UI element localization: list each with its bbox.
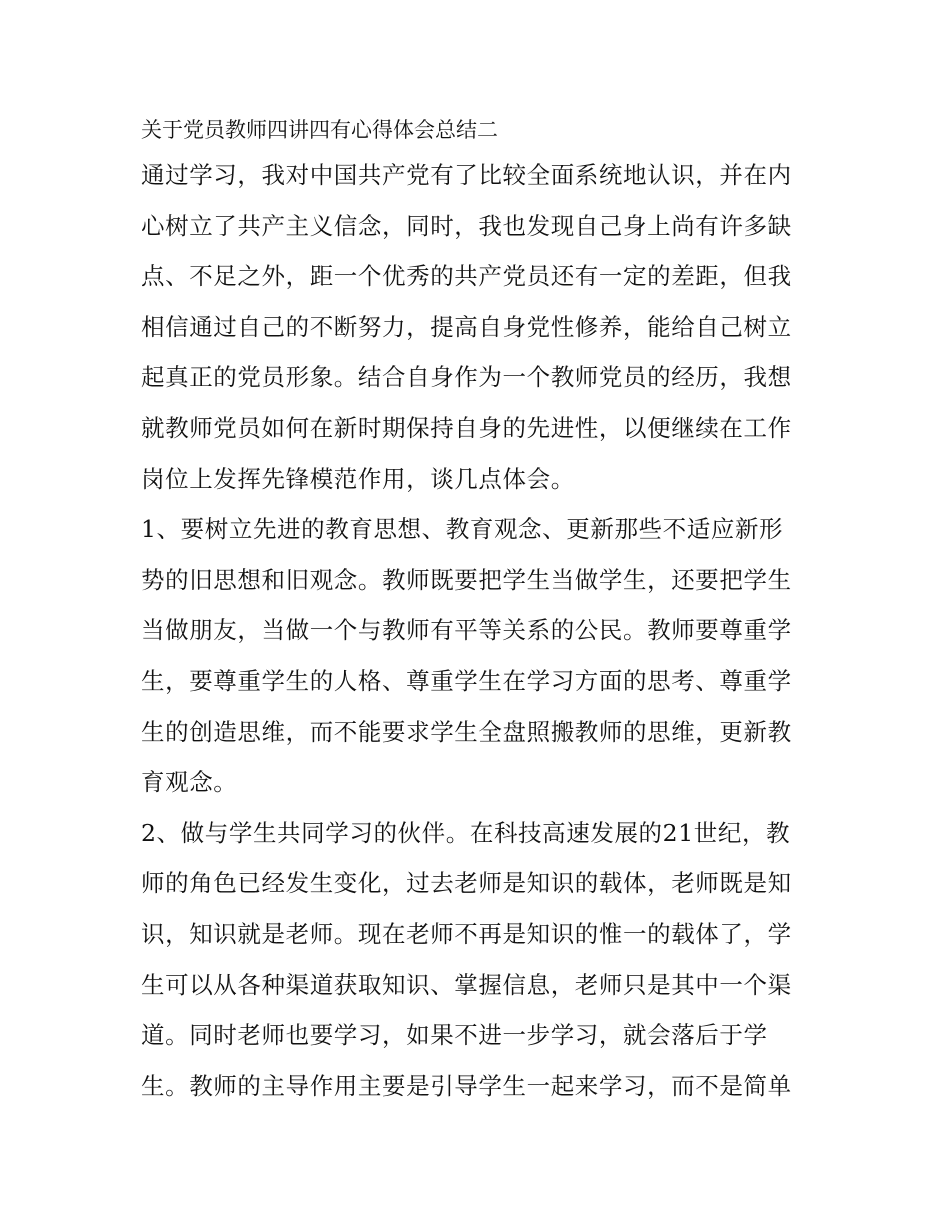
text-line: 师的角色已经发生变化，过去老师是知识的载体，老师既是知 <box>141 869 792 898</box>
text-line: 就教师党员如何在新时期保持自身的先进性，以便继续在工作 <box>141 413 792 442</box>
text-line: 1、要树立先进的教育思想、教育观念、更新那些不适应新形 <box>141 515 784 544</box>
document-body <box>141 110 821 1111</box>
text-line: 通过学习，我对中国共产党有了比较全面系统地认识，并在内 <box>141 161 792 189</box>
text-line: 2、做与学生共同学习的伙伴。在科技高速发展的21世纪，教 <box>141 818 791 847</box>
text-line: 生的创造思维，而不能要求学生全盘照搬教师的思维，更新教 <box>141 717 792 746</box>
text-line: 当做朋友，当做一个与教师有平等关系的公民。教师要尊重学 <box>141 616 792 645</box>
text-line: 育观念。 <box>141 768 238 797</box>
text-line: 岗位上发挥先锋模范作用，谈几点体会。 <box>141 464 575 493</box>
text-line: 相信通过自己的不断努力，提高自身党性修养，能给自己树立 <box>141 312 792 341</box>
text-line: 点、不足之外，距一个优秀的共产党员还有一定的差距，但我 <box>141 262 792 291</box>
text-line: 生可以从各种渠道获取知识、掌握信息，老师只是其中一个渠 <box>141 970 792 999</box>
text-line: 生，要尊重学生的人格、尊重学生在学习方面的思考、尊重学 <box>141 666 792 695</box>
text-line: 起真正的党员形象。结合自身作为一个教师党员的经历，我想 <box>141 363 792 392</box>
text-line: 道。同时老师也要学习，如果不进一步学习，就会落后于学 <box>141 1021 768 1050</box>
text-line: 势的旧思想和旧观念。教师既要把学生当做学生，还要把学生 <box>141 565 792 594</box>
text-line: 心树立了共产主义信念，同时，我也发现自己身上尚有许多缺 <box>141 211 792 240</box>
text-line: 识，知识就是老师。现在老师不再是知识的惟一的载体了，学 <box>141 919 792 948</box>
text-line: 生。教师的主导作用主要是引导学生一起来学习，而不是简单 <box>141 1071 792 1100</box>
document-title: 关于党员教师四讲四有心得体会总结二 <box>141 118 498 142</box>
